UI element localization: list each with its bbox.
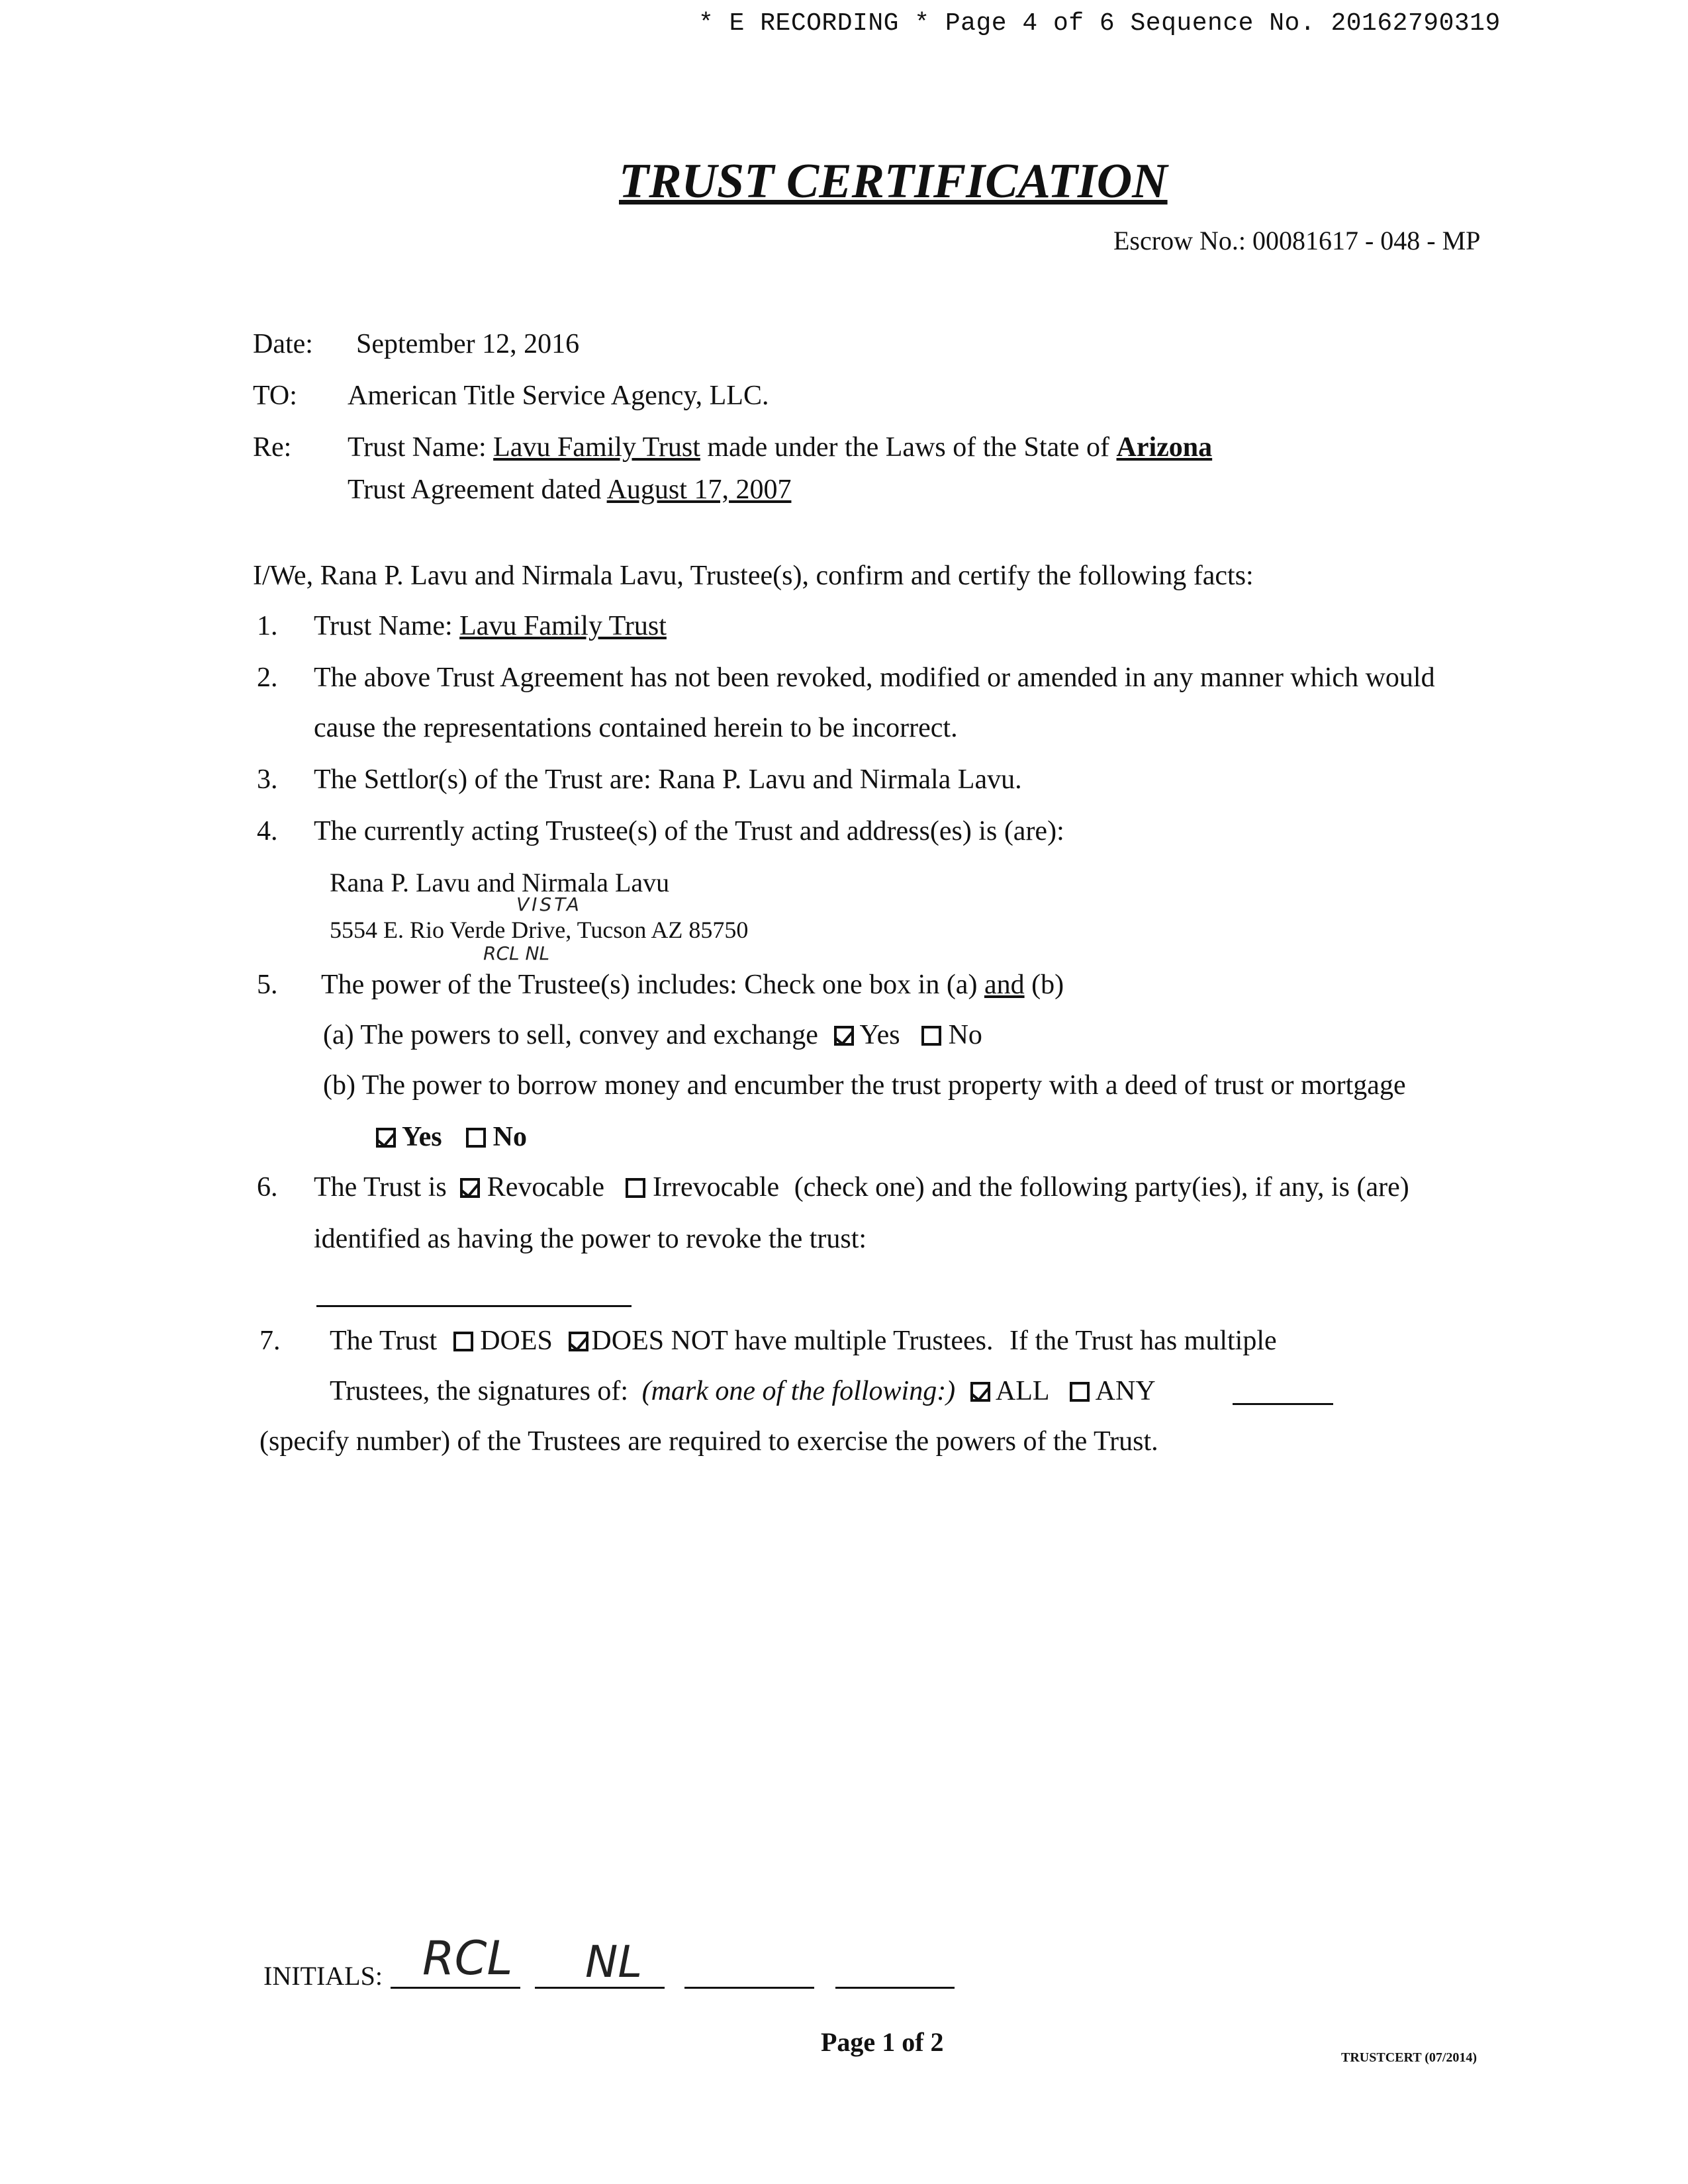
item-7-pre: The Trust xyxy=(330,1326,438,1356)
initials-line-4[interactable] xyxy=(835,1987,955,1989)
item-6-blank-line[interactable] xyxy=(316,1305,632,1307)
item-5-pre: The power of the Trustee(s) includes: Check one box in (a) xyxy=(321,970,978,1000)
initials-line-3[interactable] xyxy=(684,1987,814,1989)
item-4-number: 4. xyxy=(257,816,278,846)
item-7-does-label: DOES xyxy=(480,1326,553,1356)
recording-header: * E RECORDING * Page 4 of 6 Sequence No. 20162790319 xyxy=(698,9,1501,38)
item-6-line2: identified as having the power to revoke the trust: xyxy=(314,1224,867,1254)
date-label: Date: xyxy=(253,329,313,359)
item-7-line3: (specify number) of the Trustees are required to exercise the powers of the Trust. xyxy=(259,1426,1158,1457)
item-5b-no-label: No xyxy=(492,1122,527,1152)
re-agreement-label: Trust Agreement dated xyxy=(348,475,602,505)
item-7-any-checkbox[interactable] xyxy=(1070,1382,1090,1402)
item-7-does-checkbox[interactable] xyxy=(453,1332,473,1351)
item-7-line2 xyxy=(330,1375,1156,1407)
re-state: Arizona xyxy=(1116,432,1213,463)
item-5-and: and xyxy=(984,970,1025,1000)
item-5b-no-checkbox[interactable] xyxy=(466,1128,486,1148)
re-agreement-date: August 17, 2007 xyxy=(606,475,792,505)
re-made-under: made under the Laws of the State of xyxy=(707,432,1110,463)
item-7-mark-instruction: (mark one of the following:) xyxy=(641,1376,956,1406)
escrow-value: 00081617 - 048 - MP xyxy=(1252,226,1481,255)
item-6-irrevocable-label: Irrevocable xyxy=(652,1172,780,1203)
to-label: TO: xyxy=(253,381,297,411)
re-label: Re: xyxy=(253,432,292,463)
item-1-value: Lavu Family Trust xyxy=(459,611,667,641)
item-7-post: If the Trust has multiple xyxy=(1009,1326,1277,1356)
item-7-does-not-label: DOES NOT have multiple Trustees. xyxy=(591,1326,994,1356)
item-5-post: (b) xyxy=(1031,970,1064,1000)
item-1-text xyxy=(314,610,667,642)
item-2-line2: cause the representations contained herein to be incorrect. xyxy=(314,713,958,743)
escrow-label: Escrow No.: xyxy=(1113,226,1246,255)
item-6-revocable-label: Revocable xyxy=(487,1172,604,1203)
intro-statement: I/We, Rana P. Lavu and Nirmala Lavu, Trustee(s), confirm and certify the following facts: xyxy=(253,561,1254,591)
item-5b-options xyxy=(376,1121,527,1153)
initials-2-handwritten: NL xyxy=(585,1936,643,1987)
item-5a-text: (a) The powers to sell, convey and exchange xyxy=(323,1020,818,1050)
item-4-trustee-names: Rana P. Lavu and Nirmala Lavu xyxy=(330,868,670,897)
form-code: TRUSTCERT (07/2014) xyxy=(1341,2050,1477,2065)
re-trust-name: Lavu Family Trust xyxy=(493,432,700,463)
item-5-text xyxy=(321,969,1064,1001)
item-7-line1 xyxy=(330,1325,1277,1357)
item-2-number: 2. xyxy=(257,662,278,693)
item-7-number: 7. xyxy=(259,1326,281,1356)
item-1-label: Trust Name: xyxy=(314,611,453,641)
item-6-number: 6. xyxy=(257,1172,278,1203)
page-number: Page 1 of 2 xyxy=(821,2027,944,2057)
item-7-does-not-checkbox[interactable] xyxy=(569,1332,588,1351)
initials-label: INITIALS: xyxy=(263,1961,383,1991)
item-6-post: (check one) and the following party(ies), if any, is (are) xyxy=(794,1172,1409,1203)
item-7-all-label: ALL xyxy=(995,1376,1049,1406)
date-value: September 12, 2016 xyxy=(356,329,580,359)
item-7-line2-pre: Trustees, the signatures of: xyxy=(330,1376,629,1406)
initials-line-2[interactable] xyxy=(535,1987,665,1989)
item-7-all-checkbox[interactable] xyxy=(970,1382,990,1402)
item-5a-yes-checkbox[interactable] xyxy=(834,1026,854,1046)
item-5b-yes-checkbox[interactable] xyxy=(376,1128,396,1148)
item-5a-no-checkbox[interactable] xyxy=(921,1026,941,1046)
item-5a xyxy=(323,1019,982,1051)
item-5-number: 5. xyxy=(257,970,278,1000)
initials-1-handwritten: RCL xyxy=(422,1931,513,1985)
re-agreement-line xyxy=(348,474,791,506)
to-value: American Title Service Agency, LLC. xyxy=(348,381,769,411)
item-6-revocable-checkbox[interactable] xyxy=(460,1178,480,1198)
item-1-number: 1. xyxy=(257,611,278,641)
re-trust-line xyxy=(348,432,1212,463)
item-3-text: The Settlor(s) of the Trust are: Rana P. Lavu and Nirmala Lavu. xyxy=(314,764,1022,795)
item-6-irrevocable-checkbox[interactable] xyxy=(626,1178,645,1198)
item-4-text: The currently acting Trustee(s) of the Trust and address(es) is (are): xyxy=(314,816,1064,846)
item-3-number: 3. xyxy=(257,764,278,795)
item-4-handwritten-correction: VISTA xyxy=(516,893,582,915)
item-7-any-number-blank[interactable] xyxy=(1233,1403,1333,1405)
item-5b-text: (b) The power to borrow money and encumber the trust property with a deed of trust or mortgage xyxy=(323,1070,1406,1101)
re-trust-name-label: Trust Name: xyxy=(348,432,487,463)
item-6-text xyxy=(314,1171,1409,1203)
item-4-address: 5554 E. Rio Verde Drive, Tucson AZ 85750 xyxy=(330,917,749,943)
item-4-handwritten-initials: RCL NL xyxy=(483,942,550,964)
escrow-number xyxy=(1113,225,1480,256)
item-5a-yes-label: Yes xyxy=(859,1020,900,1050)
item-5b-yes-label: Yes xyxy=(401,1122,442,1152)
item-7-any-label: ANY xyxy=(1095,1376,1156,1406)
item-5a-no-label: No xyxy=(948,1020,982,1050)
item-6-pre: The Trust is xyxy=(314,1172,447,1203)
item-2-line1: The above Trust Agreement has not been revoked, modified or amended in any manner which would xyxy=(314,662,1435,693)
initials-line-1[interactable] xyxy=(391,1987,520,1989)
page-title: TRUST CERTIFICATION xyxy=(619,154,1168,208)
